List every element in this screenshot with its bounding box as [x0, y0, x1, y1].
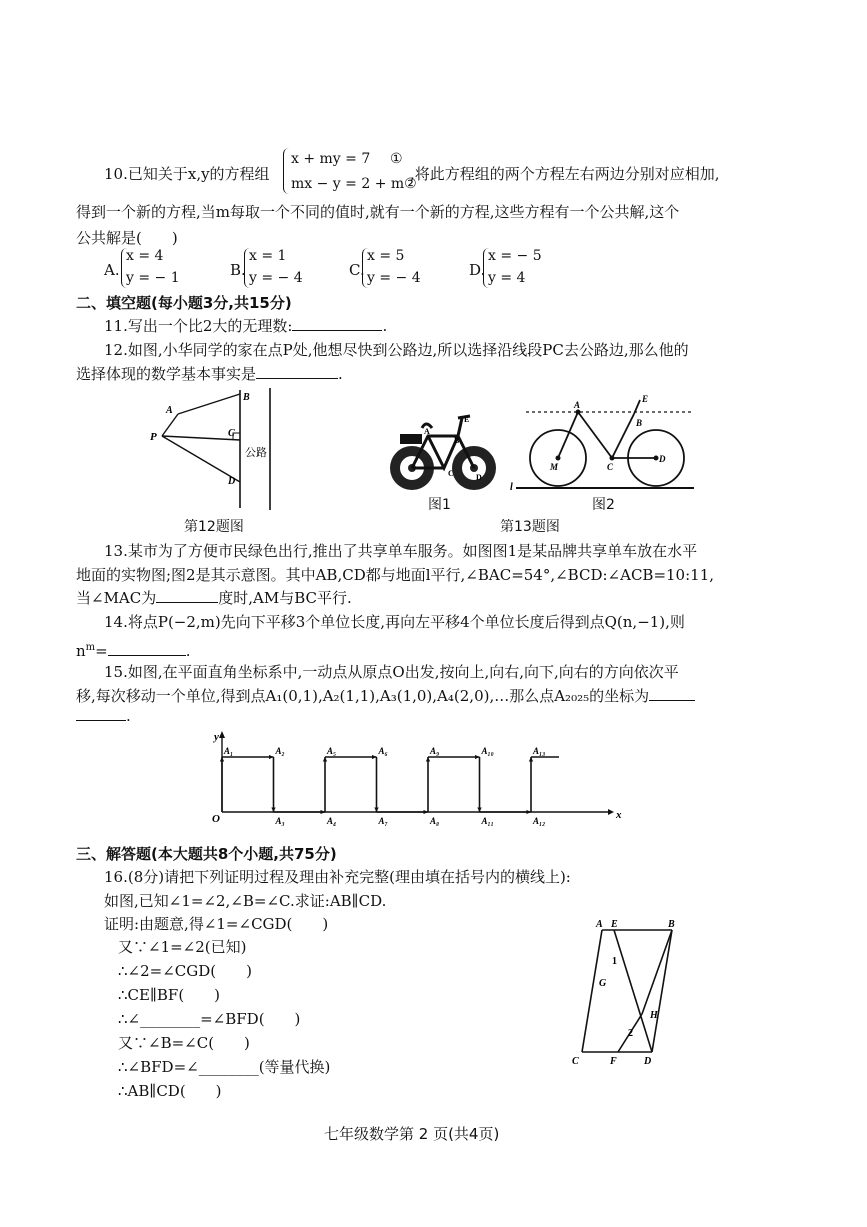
label-f: F [610, 1056, 617, 1067]
segment-ac [578, 412, 612, 458]
segment-ab [178, 394, 240, 414]
point-label: A₁₃ [533, 746, 546, 756]
q16-step-4: ∴CE∥BF( ) [118, 986, 221, 1004]
section-2-heading: 二、填空题(每小题3分,共15分) [76, 294, 292, 312]
label-h: H [650, 1010, 658, 1021]
q14-line1: 14.将点P(−2,m)先向下平移3个单位长度,再向左平移4个单位长度后得到点Q(n,−1),则 [104, 613, 685, 631]
hidden-guide-2 [582, 930, 614, 1052]
option-label: B. [230, 261, 246, 279]
q16-figure [564, 918, 694, 1068]
option-y: y = − 4 [249, 270, 303, 286]
label-p: P [150, 431, 157, 443]
fig2-label-b: B [636, 418, 643, 428]
label-c: C [228, 428, 235, 439]
q13-figure-1-bicycle-photo [388, 410, 500, 495]
q10-line3: 公共解是( ) [76, 229, 178, 247]
section-3-heading: 三、解答题(本大题共8个小题,共75分) [76, 845, 337, 863]
stem [458, 418, 462, 436]
point-label: A₁ [224, 746, 234, 756]
x-axis-label: x [616, 809, 622, 821]
fig2-label-l: l [510, 482, 513, 493]
q13-line2: 地面的实物图;图2是其示意图。其中AB,CD都与地面l平行,∠BAC=54°,∠BCD:∠ACB=10:11, [76, 566, 715, 584]
q10-prefix: 10.已知关于x,y的方程组 [104, 165, 270, 183]
q10-eq1: x + my = 7 [291, 151, 371, 167]
q13-caption: 第13题图 [500, 519, 560, 535]
fig1-label-d: D [476, 473, 482, 482]
movement-path [220, 746, 559, 826]
option-y: y = − 1 [126, 270, 180, 286]
point-label: A₁₂ [533, 816, 546, 826]
option-y: y = 4 [488, 270, 526, 286]
fig2-label-e: E [642, 394, 649, 404]
label-d: D [644, 1056, 652, 1067]
q16-line2: 如图,已知∠1=∠2,∠B=∠C.求证:AB∥CD. [104, 892, 387, 910]
q10-system-brace [283, 148, 290, 194]
q15-line2-wrap [76, 686, 695, 706]
label-b: B [668, 919, 675, 930]
option-x: x = 1 [249, 248, 287, 264]
option-label: D. [469, 261, 486, 279]
hidden-guide-16 [617, 982, 639, 1052]
label-a: A [166, 405, 173, 416]
point-label: A₁₀ [481, 746, 494, 756]
q12-answer-blank[interactable] [256, 364, 338, 379]
fig1-label-b: B [454, 436, 460, 445]
q13-line3b: 度时,AM与BC平行. [218, 589, 352, 607]
origin-label: O [212, 813, 220, 825]
q14-exponent: m [85, 642, 96, 653]
q13-fig1-caption: 图1 [428, 497, 451, 513]
q13-figure-2-schematic [508, 392, 703, 494]
hidden-guide [582, 930, 612, 1052]
point-label: A₂ [275, 746, 285, 756]
q16-step-1: 证明:由题意,得∠1=∠CGD( ) [104, 915, 329, 933]
hidden-guide-19 [610, 930, 642, 1014]
q12-line2-wrap [76, 364, 343, 384]
option-label: A. [104, 261, 120, 279]
point-label: A₁₁ [481, 816, 494, 826]
q15-line3 [76, 706, 131, 726]
q14-line2 [76, 638, 191, 661]
option-x: x = 4 [126, 248, 164, 264]
x-axis-arrow [608, 809, 614, 815]
q16-step-5: ∴∠________=∠BFD( ) [118, 1010, 301, 1028]
point-c [610, 456, 615, 461]
q13-line1: 13.某市为了方便市民绿色出行,推出了共享单车服务。如图图1是某品牌共享单车放在水平 [104, 542, 698, 560]
fig2-label-a: A [574, 400, 581, 410]
fig2-label-c: C [607, 462, 614, 472]
q12-line2-end: . [338, 365, 343, 383]
label-g: G [599, 978, 607, 989]
page-footer: 七年级数学第 2 页(共4页) [324, 1125, 500, 1143]
q11-text [104, 316, 387, 336]
label-angle-2: 2 [628, 1028, 633, 1039]
q10-suffix: ,将此方程组的两个方程左右两边分别对应相加, [410, 165, 720, 183]
point-label: A₇ [378, 816, 388, 826]
q11-end: . [382, 317, 388, 335]
q15-answer-blank-1[interactable] [649, 686, 695, 701]
option-label: C. [349, 261, 365, 279]
segment-pa [162, 414, 178, 436]
q16-step-3: ∴∠2=∠CGD( ) [118, 962, 252, 980]
q16-step-2: 又∵∠1=∠2(已知) [118, 938, 247, 956]
option-x: x = − 5 [488, 248, 542, 264]
point-label: A₅ [327, 746, 337, 756]
fig1-label-a: A [424, 427, 430, 436]
hidden-guide-18 [617, 930, 672, 1052]
point-label: A₃ [275, 816, 285, 826]
line-hb [642, 930, 672, 1014]
q12-line2: 选择体现的数学基本事实是 [76, 365, 257, 383]
q12-caption: 第12题图 [184, 519, 244, 535]
option-x: x = 5 [367, 248, 405, 264]
point-label: A₈ [430, 816, 440, 826]
q14-base: n [76, 642, 86, 660]
q10-eq2: mx − y = 2 + m② [291, 176, 417, 192]
q13-answer-blank[interactable] [156, 588, 218, 603]
q14-end: . [185, 642, 191, 660]
y-axis-arrow [219, 731, 225, 738]
line-ed [614, 930, 652, 1052]
label-b: B [243, 392, 250, 403]
q11-prompt: 11.写出一个比2大的无理数: [104, 317, 293, 335]
segment-cb [612, 414, 634, 458]
point-label: A₉ [430, 746, 440, 756]
hidden-guide-7 [614, 930, 617, 1052]
fig2-label-m: M [550, 462, 559, 472]
option-y: y = − 4 [367, 270, 421, 286]
line-bd [652, 930, 672, 1052]
q13-line3 [76, 588, 352, 608]
q16-step-8: ∴AB∥CD( ) [118, 1082, 222, 1100]
q10-eq1-mark: ① [390, 151, 403, 167]
fig2-label-d: D [659, 454, 666, 464]
q12-line1: 12.如图,小华同学的家在点P处,他想尽快到公路边,所以选择沿线段PC去公路边,那么他的 [104, 341, 689, 359]
rear-basket [400, 434, 422, 444]
label-c: C [572, 1056, 579, 1067]
q10-line2: 得到一个新的方程,当m每取一个不同的值时,就有一个新的方程,这些方程有一个公共解,这个 [76, 203, 680, 221]
label-d: D [228, 476, 236, 487]
q15-line1: 15.如图,在平面直角坐标系中,一动点从原点O出发,按向上,向右,向下,向右的方向依次平 [104, 663, 679, 681]
label-e: E [611, 919, 618, 930]
fig1-label-e: E [464, 415, 470, 424]
point-label: A₆ [378, 746, 388, 756]
q15-coordinate-figure [204, 726, 624, 826]
q14-equals: = [95, 642, 108, 660]
q14-answer-blank[interactable] [108, 641, 186, 656]
point-a [576, 410, 581, 415]
label-angle-1: 1 [612, 956, 617, 967]
y-axis-label: y [214, 731, 219, 743]
q16-line1: 16.(8分)请把下列证明过程及理由补充完整(理由填在括号内的横线上): [104, 868, 571, 886]
q16-step-6: 又∵∠B=∠C( ) [118, 1034, 250, 1052]
point-m [556, 456, 561, 461]
label-a: A [596, 919, 603, 930]
q13-line3a: 当∠MAC为 [76, 589, 157, 607]
point-d [654, 456, 659, 461]
q15-line2: 移,每次移动一个单位,得到点A₁(0,1),A₂(1,1),A₃(1,0),A₄(2,0),…那么点A₂₀₂₅的坐标为 [76, 687, 650, 705]
q15-end: . [126, 707, 131, 725]
q11-answer-blank[interactable] [292, 316, 382, 331]
q16-step-7: ∴∠BFD=∠________(等量代换) [118, 1058, 331, 1076]
line-ac [582, 930, 602, 1052]
label-road: 公路 [245, 447, 267, 459]
q12-figure [140, 386, 290, 511]
q15-answer-blank-2[interactable] [76, 706, 126, 721]
q13-fig2-caption: 图2 [592, 497, 615, 513]
fig1-label-c: C [448, 469, 454, 478]
point-label: A₄ [327, 816, 337, 826]
